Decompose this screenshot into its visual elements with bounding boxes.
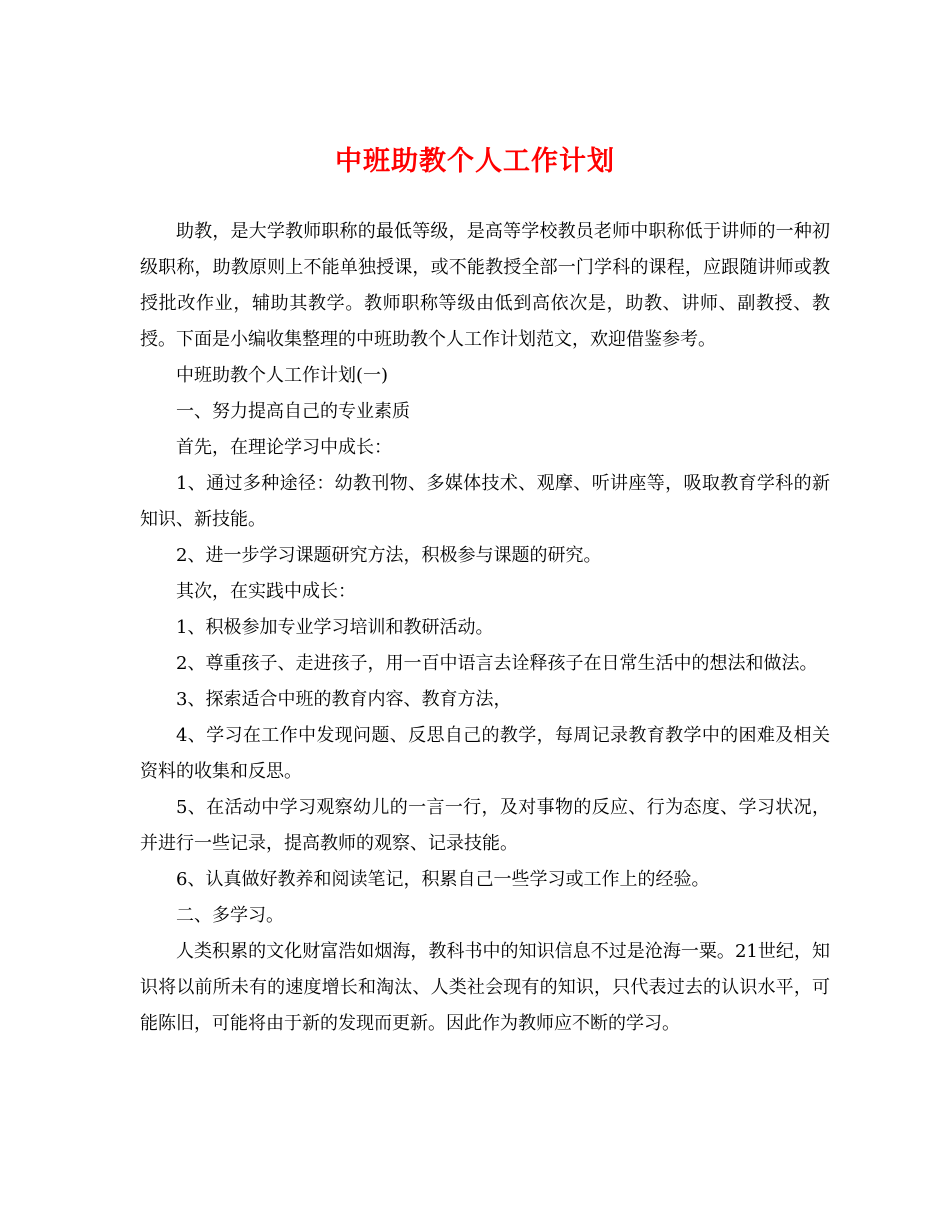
paragraph-section-one-heading: 一、努力提高自己的专业素质 — [176, 401, 410, 422]
paragraph-practice-item-3: 3、探索适合中班的教育内容、教育方法， — [176, 689, 512, 710]
paragraph-practice-item-4: 4、学习在工作中发现问题、反思自己的教学，每周记录教育教学中的困难及相关资料的收集和反思。 — [140, 725, 830, 782]
paragraph-practice-heading: 其次，在实践中成长： — [176, 581, 356, 602]
paragraph-plan-heading: 中班助教个人工作计划(一) — [176, 365, 389, 386]
paragraph-practice-item-1: 1、积极参加专业学习培训和教研活动。 — [176, 617, 494, 638]
paragraph-intro: 助教，是大学教师职称的最低等级，是高等学校教员老师中职称低于讲师的一种初级职称，助教原则上不能单独授课，或不能教授全部一门学科的课程，应跟随讲师或教授批改作业，辅助其教学。教师职称等级由低到高依次是，助教、讲师、副教授、教授。下面是小编收集整理的中班助教个人工作计划范文，欢迎借鉴参考。 — [140, 221, 830, 350]
document-title: 中班助教个人工作计划 — [335, 146, 615, 177]
paragraph-practice-item-5: 5、在活动中学习观察幼儿的一言一行，及对事物的反应、行为态度、学习状况，并进行一些记录，提高教师的观察、记录技能。 — [140, 797, 830, 854]
paragraph-practice-item-2: 2、尊重孩子、走进孩子，用一百中语言去诠释孩子在日常生活中的想法和做法。 — [176, 653, 818, 674]
paragraph-learning: 人类积累的文化财富浩如烟海，教科书中的知识信息不过是沧海一粟。21世纪，知识将以前所未有的速度增长和淘汰、人类社会现有的知识，只代表过去的认识水平，可能陈旧，可能将由于新的发现而更新。因此作为教师应不断的学习。 — [140, 941, 830, 1034]
paragraph-theory-heading: 首先，在理论学习中成长： — [176, 437, 392, 458]
paragraph-theory-item-2: 2、进一步学习课题研究方法，积极参与课题的研究。 — [176, 545, 602, 566]
paragraph-theory-item-1: 1、通过多种途径：幼教刊物、多媒体技术、观摩、听讲座等，吸取教育学科的新知识、新技能。 — [140, 473, 830, 530]
document-body — [140, 214, 830, 1042]
paragraph-practice-item-6: 6、认真做好教养和阅读笔记，积累自己一些学习或工作上的经验。 — [176, 869, 710, 890]
paragraph-section-two-heading: 二、多学习。 — [176, 905, 284, 926]
